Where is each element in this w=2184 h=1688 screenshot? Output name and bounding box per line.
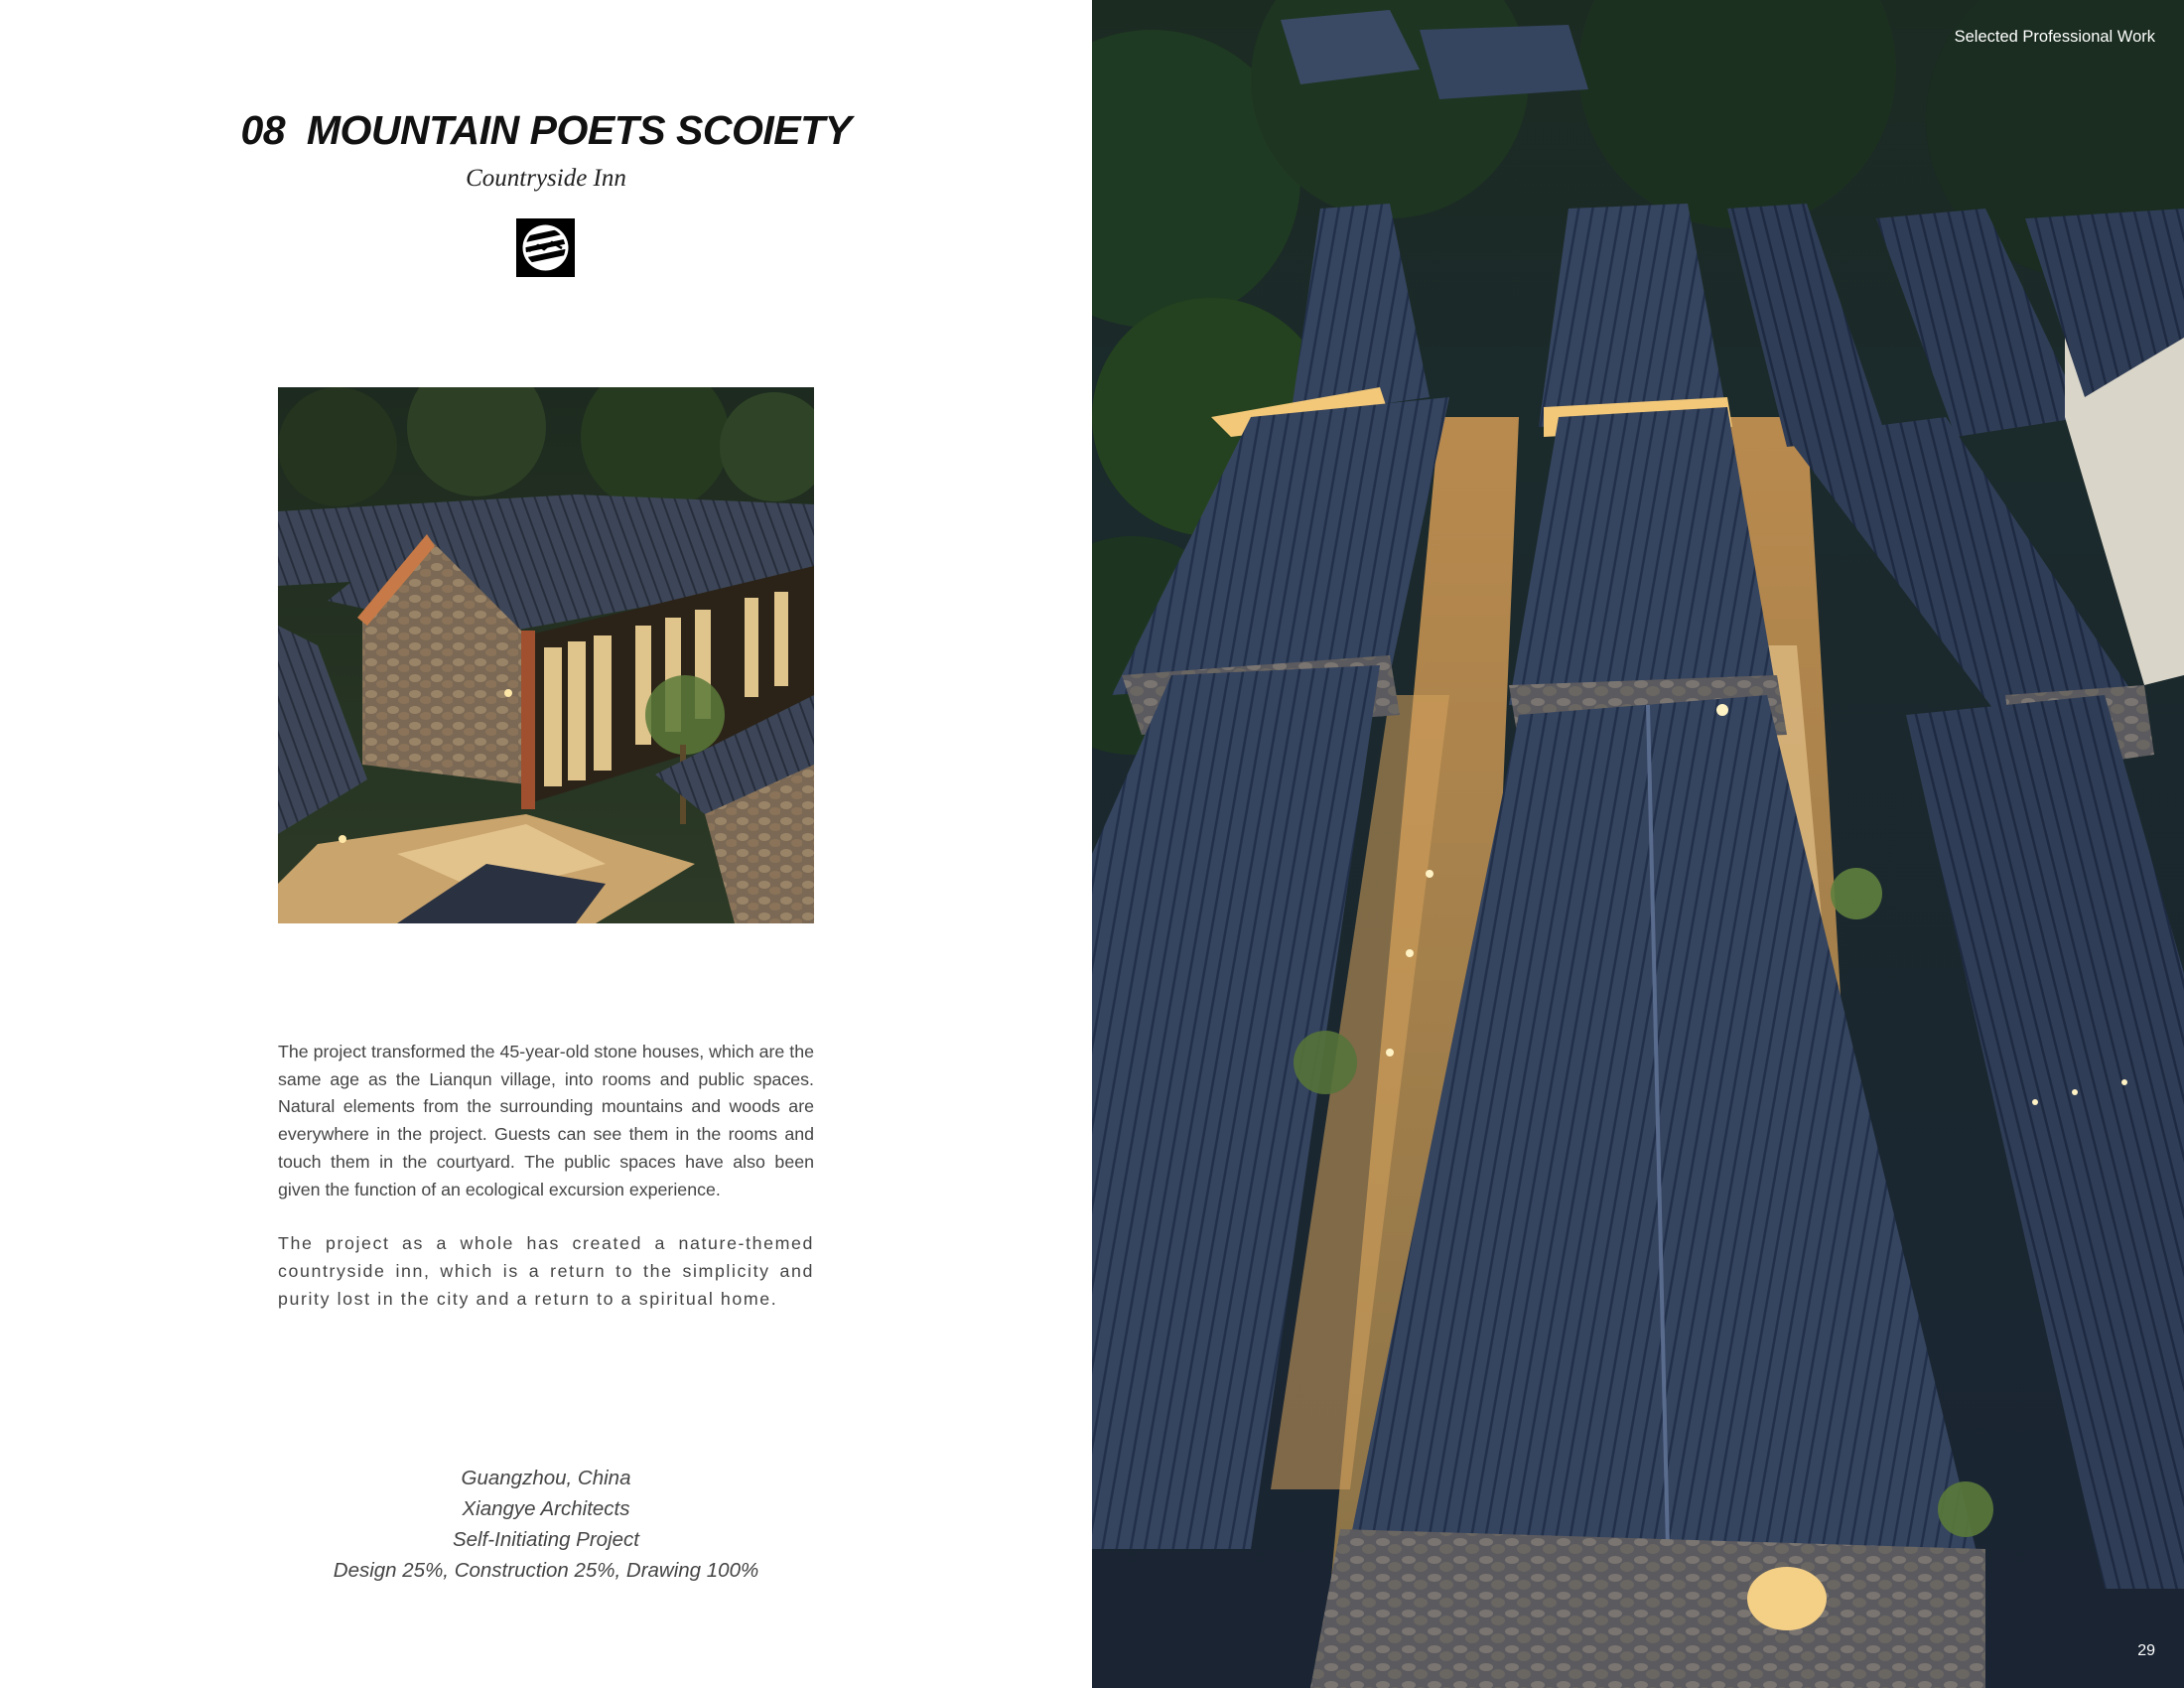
section-header: Selected Professional Work (1954, 28, 2155, 46)
project-description (278, 1039, 814, 1339)
description-paragraph-1: The project transformed the 45-year-old stone houses, which are the same age as the Lianqun village, into rooms and public spaces. Natural elements from the surrounding mountains and woods are everywhere in the project. Guests can see them in the rooms and touch them in the courtyard. The public spaces have also been given the function of an ecological excursion experience. (278, 1042, 814, 1199)
village-aerial-photo (1092, 0, 2184, 1688)
project-logo (516, 218, 575, 277)
description-paragraph-2: The project as a whole has created a nature-themed countryside inn, which is a return to the simplicity and purity lost in the city and a return to a spiritual home. (278, 1233, 814, 1309)
credit-firm: Xiangye Architects (462, 1497, 630, 1520)
credit-type: Self-Initiating Project (452, 1528, 639, 1551)
credit-role: Design 25%, Construction 25%, Drawing 100% (333, 1559, 759, 1582)
credit-location: Guangzhou, China (461, 1467, 631, 1489)
page-number: 29 (2137, 1642, 2155, 1659)
right-page (1092, 0, 2184, 1688)
inn-courtyard-photo (278, 387, 814, 923)
project-title: 08 MOUNTAIN POETS SCOIETY (240, 107, 852, 153)
project-subtitle: Countryside Inn (466, 165, 626, 192)
project-credits (0, 1463, 1092, 1586)
